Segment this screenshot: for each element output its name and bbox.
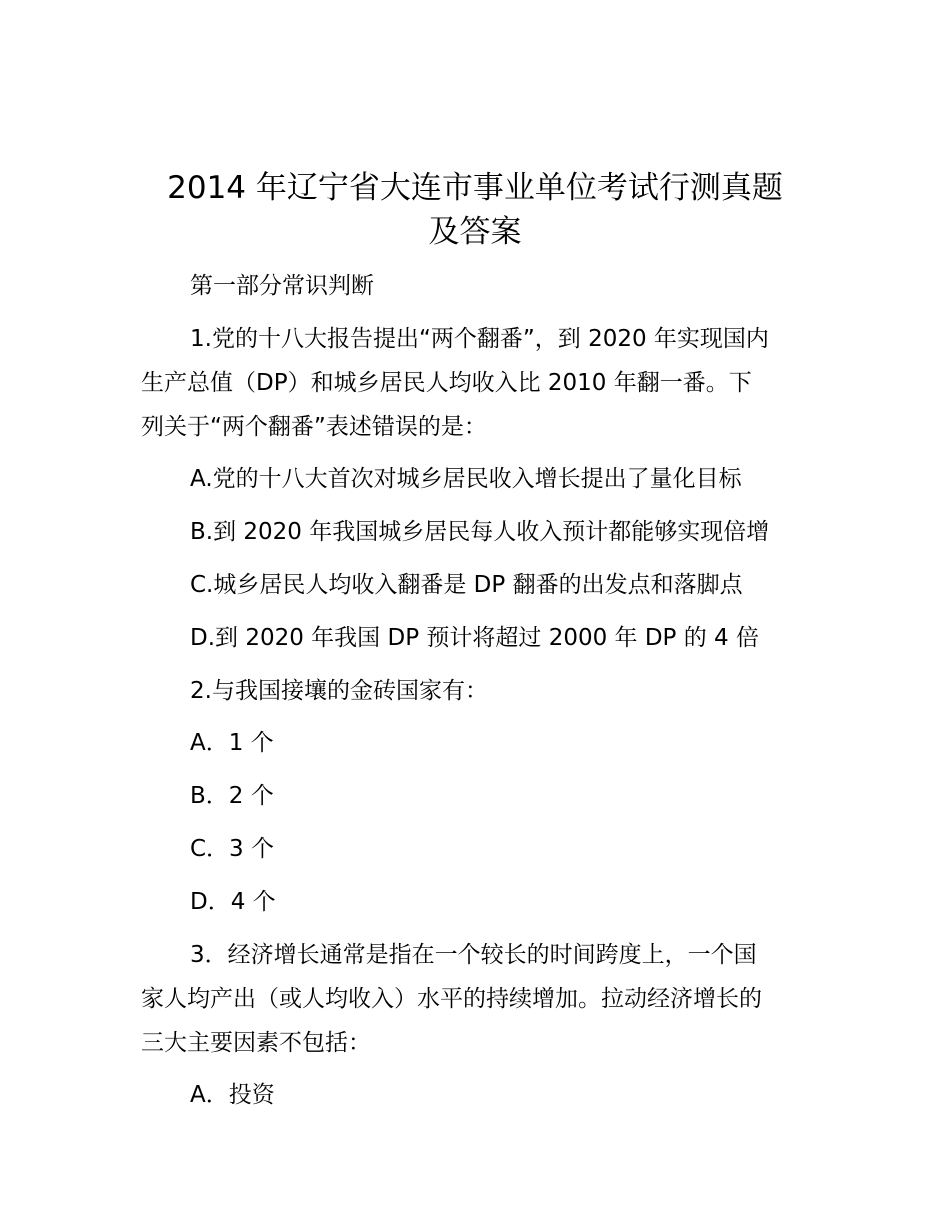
question-1-text-line-3: 列关于“两个翻番”表述错误的是： [141, 414, 487, 440]
question-1-option-d: D.到 2020 年我国 DP 预计将超过 2000 年 DP 的 4 倍 [190, 625, 759, 651]
section-heading: 第一部分常识判断 [190, 273, 374, 299]
question-3-option-a: A．投资 [190, 1082, 275, 1108]
document-title-line-2: 及答案 [428, 214, 522, 250]
question-1-option-b: B.到 2020 年我国城乡居民每人收入预计都能够实现倍增 [190, 519, 770, 545]
question-2-option-d: D．4 个 [190, 889, 276, 915]
question-1-text-line-2: 生产总值（DP）和城乡居民人均收入比 2010 年翻一番。下 [141, 370, 752, 396]
document-title-line-1: 2014 年辽宁省大连市事业单位考试行测真题 [167, 170, 783, 206]
question-3-text-line-1: 3．经济增长通常是指在一个较长的时间跨度上，一个国 [190, 942, 757, 968]
question-2-option-c: C．3 个 [190, 836, 275, 862]
question-2-option-b: B．2 个 [190, 783, 274, 809]
question-3-text-line-3: 三大主要因素不包括： [141, 1030, 371, 1056]
question-3-text-line-2: 家人均产出（或人均收入）水平的持续增加。拉动经济增长的 [141, 986, 762, 1012]
question-1-option-a: A.党的十八大首次对城乡居民收入增长提出了量化目标 [190, 466, 742, 492]
question-2-text: 2.与我国接壤的金砖国家有： [190, 678, 488, 704]
question-1-option-c: C.城乡居民人均收入翻番是 DP 翻番的出发点和落脚点 [190, 572, 743, 598]
question-2-option-a: A．1 个 [190, 730, 274, 756]
question-1-text-line-1: 1.党的十八大报告提出“两个翻番”，到 2020 年实现国内 [190, 326, 769, 352]
